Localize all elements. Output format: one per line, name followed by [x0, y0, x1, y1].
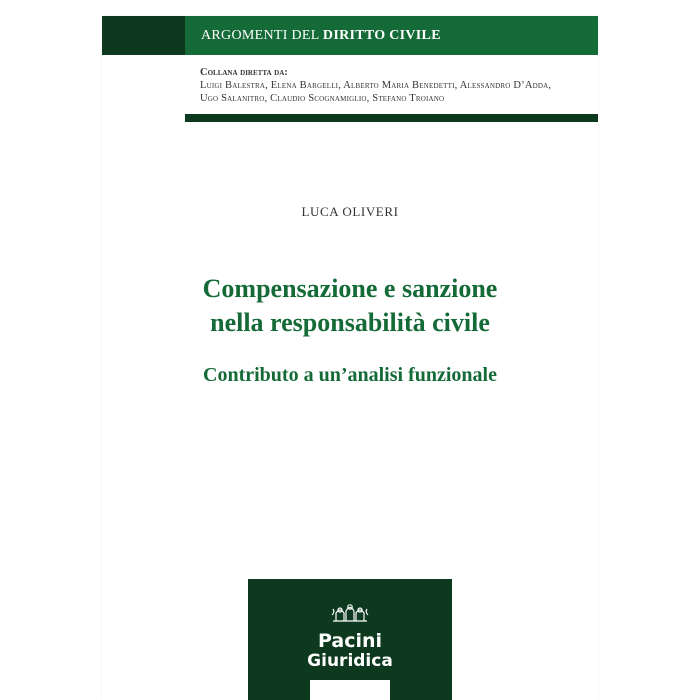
author-name: LUCA OLIVERI [301, 204, 399, 219]
publisher-block [248, 579, 452, 700]
publisher-name-line-2: Giuridica [307, 651, 393, 671]
series-band-green-block [185, 16, 598, 55]
book-cover [102, 16, 598, 700]
book-title [102, 272, 598, 340]
publisher-name-line-1: Pacini [317, 630, 383, 652]
editors-line-1: Luigi Balestra, Elena Bargelli, Alberto Maria Benedetti, Alessandro D’Adda, [200, 80, 552, 91]
series-name: DIRITTO CIVILE [322, 27, 441, 43]
editors-label: Collana diretta da: [200, 67, 288, 78]
title-line-1: Compensazione e sanzione [202, 274, 498, 303]
publisher-tab [310, 680, 390, 700]
book-subtitle: Contributo a un’analisi funzionale [203, 364, 497, 386]
series-band [102, 16, 598, 55]
header-rule [185, 114, 598, 122]
editors-line-2: Ugo Salanitro, Claudio Scognamiglio, Stefano Troiano [200, 93, 445, 104]
series-band-dark-block [102, 16, 185, 55]
series-prefix: ARGOMENTI DEL [201, 27, 320, 43]
publisher-name [248, 631, 452, 671]
series-title [185, 28, 441, 44]
series-editors [200, 66, 596, 105]
pacini-crest-icon [330, 601, 370, 625]
title-line-2: nella responsabilità civile [210, 308, 490, 337]
